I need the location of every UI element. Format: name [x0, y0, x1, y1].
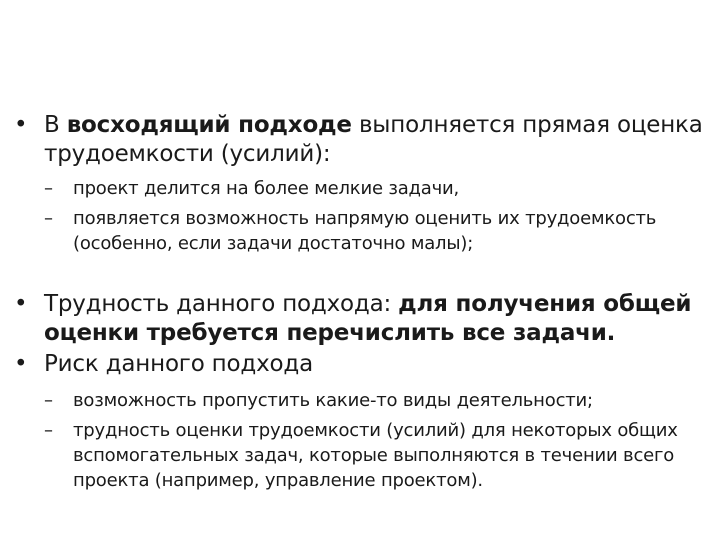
dash-icon: –: [44, 178, 53, 199]
item-text-prefix: В: [44, 112, 67, 138]
sub-item-text: появляется возможность напрямую оценить их трудоемкость (особенно, если задачи достаточно малы);: [73, 208, 657, 254]
sub-item-missing-activities: [14, 388, 720, 413]
bullet-icon: •: [14, 112, 28, 138]
dash-icon: –: [44, 420, 53, 441]
bullet-item-risk: [14, 350, 720, 379]
sub-item-text: трудность оценки трудоемкости (усилий) для некоторых общих вспомогательных задач, которые выполняются в течении всего проекта (например, управление проектом).: [73, 420, 678, 491]
item-text: Риск данного подхода: [44, 351, 313, 377]
bullet-item-difficulty: [14, 290, 720, 348]
sub-item-text: возможность пропустить какие-то виды деятельности;: [73, 390, 593, 411]
item-text-bold: для получения общей оценки требуется перечислить все задачи.: [44, 291, 692, 346]
item-text-prefix: Трудность данного подхода:: [44, 291, 399, 317]
item-text-suffix: выполняется прямая оценка трудоемкости (усилий):: [44, 112, 703, 167]
sub-item-split-tasks: [14, 176, 720, 201]
dash-icon: –: [44, 208, 53, 229]
bullet-item-bottom-up: [14, 111, 720, 169]
dash-icon: –: [44, 390, 53, 411]
sub-item-text: проект делится на более мелкие задачи,: [73, 178, 460, 199]
bullet-icon: •: [14, 351, 28, 377]
item-text-bold: восходящий подходе: [66, 112, 352, 138]
bullet-icon: •: [14, 291, 28, 317]
sub-item-support-tasks: [14, 418, 720, 493]
sub-item-direct-estimate: [14, 206, 713, 256]
